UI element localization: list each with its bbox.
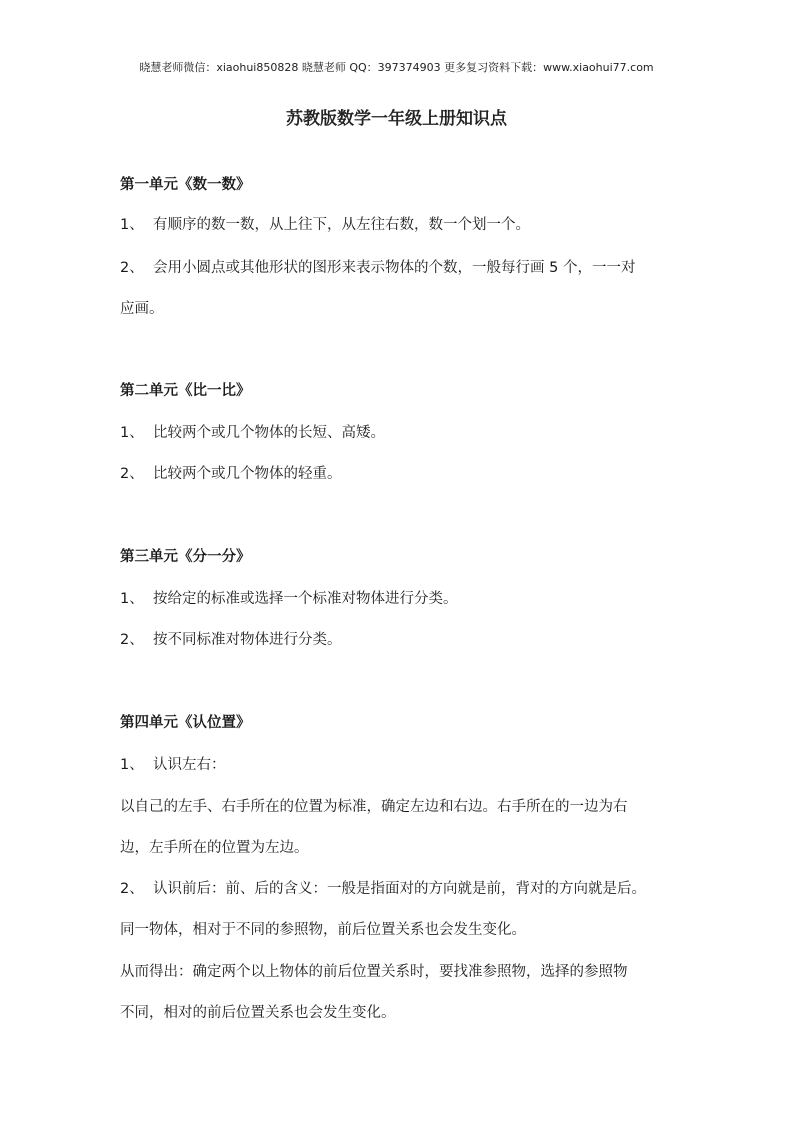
list-item [120, 421, 385, 442]
item-text: 比较两个或几个物体的轻重。 [153, 466, 342, 482]
item-text: 不同，相对的前后位置关系也会发生变化。 [120, 1005, 396, 1021]
list-item [120, 1001, 396, 1022]
item-text: 认识左右： [153, 757, 226, 773]
item-text: 应画。 [120, 301, 164, 317]
section-heading: 第二单元《比一比》 [120, 383, 251, 399]
item-text: 按不同标准对物体进行分类。 [153, 632, 342, 648]
list-item [120, 587, 458, 608]
page-header: 晓慧老师微信：xiaohui850828 晓慧老师 QQ：397374903 更多复习资料下载：www.xiaohui77.com [139, 61, 654, 74]
item-number: 1、 [120, 425, 144, 441]
item-text: 边，左手所在的位置为左边。 [120, 840, 309, 856]
section-heading: 第四单元《认位置》 [120, 715, 251, 731]
document-title: 苏教版数学一年级上册知识点 [286, 109, 507, 129]
list-item [120, 297, 164, 318]
item-number: 2、 [120, 632, 144, 648]
list-item [120, 628, 342, 649]
list-item [120, 795, 628, 816]
item-text: 会用小圆点或其他形状的图形来表示物体的个数，一般每行画 5 个，一一对 [153, 260, 636, 276]
list-item [120, 213, 530, 234]
item-number: 2、 [120, 881, 144, 897]
item-number: 1、 [120, 757, 144, 773]
section-heading: 第三单元《分一分》 [120, 549, 251, 565]
item-number: 1、 [120, 591, 144, 607]
list-item [120, 836, 309, 857]
item-number: 1、 [120, 217, 144, 233]
item-text: 按给定的标准或选择一个标准对物体进行分类。 [153, 591, 458, 607]
list-item [120, 877, 646, 898]
item-text: 以自己的左手、右手所在的位置为标准，确定左边和右边。右手所在的一边为右 [120, 799, 628, 815]
item-number: 2、 [120, 260, 144, 276]
list-item [120, 256, 635, 277]
section-heading: 第一单元《数一数》 [120, 177, 251, 193]
list-item [120, 960, 628, 981]
item-number: 2、 [120, 466, 144, 482]
item-text: 有顺序的数一数，从上往下，从左往右数，数一个划一个。 [153, 217, 530, 233]
list-item [120, 462, 342, 483]
item-text: 认识前后：前、后的含义：一般是指面对的方向就是前，背对的方向就是后。 [153, 881, 646, 897]
item-text: 比较两个或几个物体的长短、高矮。 [153, 425, 385, 441]
item-text: 从而得出：确定两个以上物体的前后位置关系时，要找准参照物，选择的参照物 [120, 964, 628, 980]
list-item [120, 918, 526, 939]
item-text: 同一物体，相对于不同的参照物，前后位置关系也会发生变化。 [120, 922, 526, 938]
list-item [120, 753, 226, 774]
